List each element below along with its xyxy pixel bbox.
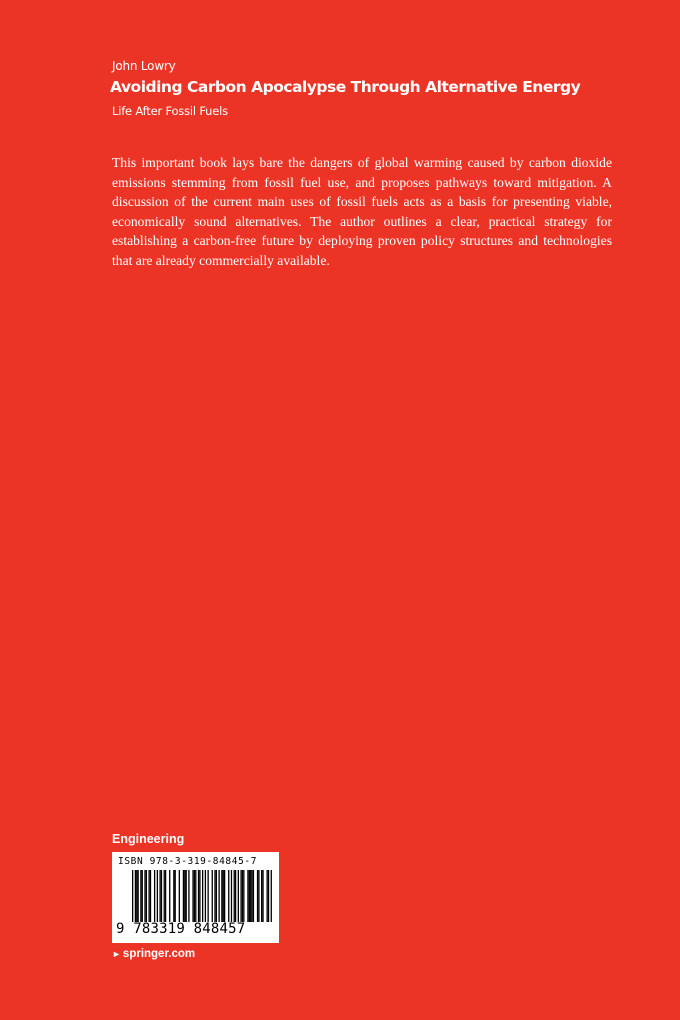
- barcode-bar: [234, 870, 235, 922]
- barcode-bar: [161, 870, 162, 922]
- barcode-bar: [184, 870, 185, 922]
- barcode-bar: [157, 870, 158, 922]
- barcode-bar: [261, 870, 262, 922]
- description-line: emissions stemming from fossil fuel use, and proposes pathways toward mitigation. A: [112, 174, 612, 190]
- barcode-bar: [238, 870, 239, 922]
- barcode-bar: [198, 870, 199, 922]
- barcode-bar: [154, 870, 155, 922]
- barcode-bar: [242, 870, 243, 922]
- barcode-bar: [218, 870, 219, 922]
- isbn-label: ISBN 978-3-319-84845-7: [118, 856, 258, 867]
- description-line: economically sound alternatives. The author outlines a clear, practical strategy for: [112, 213, 612, 229]
- book-subtitle: Life After Fossil Fuels: [112, 104, 228, 118]
- barcode-bar: [202, 870, 203, 922]
- barcode-bar: [231, 870, 232, 922]
- barcode-bar: [207, 870, 208, 922]
- barcode-bar: [186, 870, 187, 922]
- barcode-bar: [169, 870, 170, 922]
- barcode-bar: [228, 870, 229, 922]
- barcode-bar: [257, 870, 258, 922]
- publisher-website: [112, 948, 195, 960]
- barcode-bar: [216, 870, 217, 922]
- book-description: [112, 153, 612, 271]
- barcode-bar: [250, 870, 251, 922]
- barcode-bar: [253, 870, 254, 922]
- barcode-bar: [267, 870, 268, 922]
- arrow-icon: ►: [112, 949, 121, 959]
- barcode-bar: [173, 870, 174, 922]
- barcode-bar: [179, 870, 180, 922]
- barcode-bar: [214, 870, 215, 922]
- barcode-bar: [136, 870, 137, 922]
- barcode-bar: [205, 870, 206, 922]
- barcode-bar: [262, 870, 263, 922]
- barcode-bar: [212, 870, 213, 922]
- barcode-bar: [194, 870, 195, 922]
- barcode-bar: [199, 870, 200, 922]
- barcode-bar: [146, 870, 147, 922]
- description-line: This important book lays bare the dangers of global warming caused by carbon dioxide: [112, 155, 612, 170]
- barcode-bars: [132, 870, 272, 922]
- barcode-bar: [268, 870, 269, 922]
- barcode-bar: [183, 870, 184, 922]
- barcode-bar: [249, 870, 250, 922]
- barcode-bar: [137, 870, 138, 922]
- ean-digits: 9 783319 848457: [116, 921, 246, 937]
- barcode-bar: [221, 870, 222, 922]
- barcode-bar: [165, 870, 166, 922]
- barcode-bar: [142, 870, 143, 922]
- author-name: John Lowry: [112, 59, 176, 73]
- book-title: Avoiding Carbon Apocalypse Through Alternative Energy: [110, 78, 581, 96]
- barcode-bar: [135, 870, 136, 922]
- barcode: [112, 852, 279, 943]
- barcode-bar: [223, 870, 224, 922]
- barcode-bar: [240, 870, 241, 922]
- barcode-bar: [192, 870, 193, 922]
- barcode-bar: [159, 870, 160, 922]
- description-line: that are already commercially available.: [112, 252, 330, 268]
- website-url: springer.com: [122, 948, 196, 960]
- barcode-bar: [195, 870, 196, 922]
- barcode-bar: [188, 870, 189, 922]
- barcode-bar: [148, 870, 149, 922]
- barcode-bar: [251, 870, 252, 922]
- barcode-bar: [140, 870, 141, 922]
- description-line: discussion of the current main uses of fossil fuels acts as a basis for presenting viable,: [112, 194, 612, 210]
- description-line: establishing a carbon-free future by deploying proven policy structures and technologies: [112, 233, 612, 249]
- barcode-bar: [243, 870, 244, 922]
- barcode-bar: [150, 870, 151, 922]
- barcode-bar: [144, 870, 145, 922]
- barcode-bar: [224, 870, 225, 922]
- barcode-bar: [235, 870, 236, 922]
- barcode-bar: [164, 870, 165, 922]
- barcode-bar: [271, 870, 272, 922]
- barcode-bar: [247, 870, 248, 922]
- barcode-bar: [258, 870, 259, 922]
- subject-category: Engineering: [112, 832, 185, 846]
- barcode-bar: [175, 870, 176, 922]
- barcode-bar: [132, 870, 133, 922]
